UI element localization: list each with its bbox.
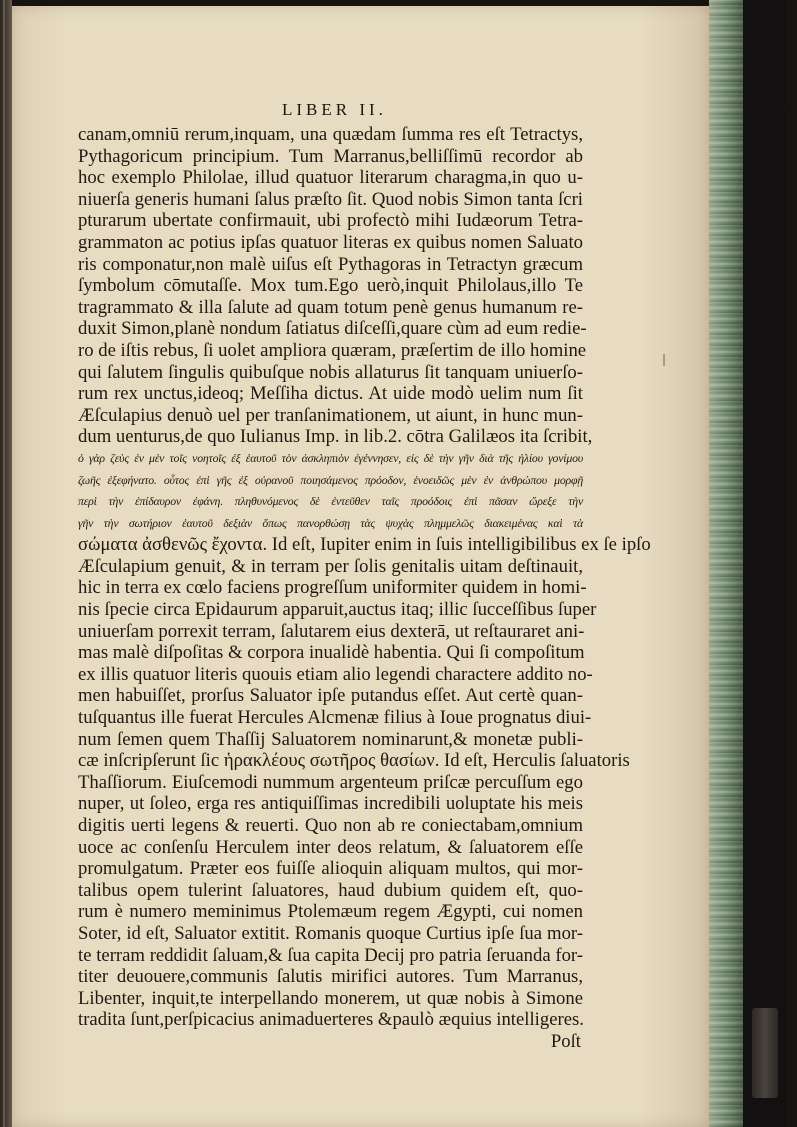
text-line: ex illis quatuor literis quouis etiam alio legendi charactere addito no- xyxy=(78,663,593,685)
text-line: qui ſalutem ſingulis quibuſque nobis allaturus ſit tanquam uniuerſo- xyxy=(78,361,583,383)
text-line: cæ inſcripſerunt ſic ἡρακλέους σωτῆρος θασίων. Id eſt, Herculis ſaluatoris xyxy=(78,750,630,772)
text-line: promulgatum. Præter eos fuiſſe alioquin aliquam multos, qui mor- xyxy=(78,858,583,880)
text-line: σώματα ἀσθενῶς ἔχοντα. Id eſt, Iupiter enim in ſuis intelligibilibus ex ſe ipſo xyxy=(78,534,651,556)
text-line: nuper, ut ſoleo, erga res antiquiſſimas incredibili uoluptate his meis xyxy=(78,793,583,815)
body-text xyxy=(78,124,651,1053)
text-line: pturarum ubertate confirmauit, ubi profectò mihi Iudæorum Tetra- xyxy=(78,210,583,232)
text-line: uniuerſam porrexit terram, ſalutarem eius dexterā, ut reſtauraret ani- xyxy=(78,620,585,642)
text-line: Soter, id eſt, Saluator extitit. Romanis quoque Curtius ipſe ſua mor- xyxy=(78,922,583,944)
text-line: περὶ τὴν ἐπίδαυρον ἐφάνη. πληθυνόμενος δὲ ἐντεῦθεν ταῖς προόδοις ἐπὶ πᾶσαν ὤρεξε τὴν xyxy=(78,494,583,509)
text-line: nis ſpecie circa Epidaurum apparuit,auctus itaq; illic ſucceſſibus ſuper xyxy=(78,599,597,621)
text-line: tradita ſunt,perſpicacius animaduerteres &paulò æquius intelligeres. xyxy=(78,1009,584,1031)
page-number: 781 xyxy=(770,100,797,120)
text-line: rum è numero meminimus Ptolemæum regem Ægypti, cui nomen xyxy=(78,901,583,923)
spine-highlight xyxy=(3,0,5,1127)
text-line: γῆν τὴν σωτήριον ἑαυτοῦ δεξιὰν ὅπως πανορθώσῃ τὰς ψυχὰς πλημμελῶς διακειμένας καὶ τὰ xyxy=(78,515,583,530)
text-line: uoce ac conſenſu Herculem inter deos relatum, & ſaluatorem eſſe xyxy=(78,836,583,858)
text-line: Æſculapium genuit, & in terram per ſolis genitalis uitam deſtinauit, xyxy=(78,555,583,577)
book-spine-edge xyxy=(0,0,12,1127)
text-line: te terram reddidit ſaluam,& ſua capita Decij pro patria ſeruanda for- xyxy=(78,944,583,966)
text-line: ſymbolum cōmutaſſe. Mox tum.Ego uerò,inquit Philolaus,illo Te xyxy=(78,275,583,297)
text-line: duxit Simon,planè nondum ſatiatus diſceſſi,quare cùm ad eum redie- xyxy=(78,318,587,340)
book-page xyxy=(12,6,797,1127)
text-line: titer deuouere,communis ſalutis mirifici autores. Tum Marranus, xyxy=(78,966,583,988)
page-edge-shadow xyxy=(709,0,743,1127)
margin-mark xyxy=(663,354,665,366)
text-line: tuſquantus ille fuerat Hercules Alcmenæ filius à Ioue prognatus diui- xyxy=(78,707,592,729)
running-head: LIBER II. xyxy=(282,100,387,119)
book-cover-board xyxy=(743,0,787,1127)
text-line: grammaton ac potius ipſas quatuor literas ex quibus nomen Saluato xyxy=(78,231,583,253)
page-header xyxy=(282,100,797,124)
text-line: ὁ γὰρ ζεὺς ἐν μὲν τοῖς νοητοῖς ἐξ ἑαυτοῦ τὸν ἀσκληπιὸν ἐγέννησεν, εἰς δὲ τὴν γῆν διὰ τῆς ἡλίου γονίμου xyxy=(78,450,583,465)
text-line: tragrammato & illa ſalute ad quam totum penè genus humanum re- xyxy=(78,296,583,318)
text-line: num ſemen quem Thaſſij Saluatorem nominarunt,& monetæ publi- xyxy=(78,728,583,750)
text-line: hic in terra ex cœlo faciens progreſſum uniformiter quidem in homi- xyxy=(78,577,587,599)
text-line: dum uenturus,de quo Iulianus Imp. in lib.2. cōtra Galilæos ita ſcribit, xyxy=(78,426,593,448)
text-line: mas malè diſpoſitas & corpora inualidè habentia. Qui ſi compoſitum xyxy=(78,642,585,664)
text-line: men habuiſſet, prorſus Saluator ipſe putandus eſſet. Aut certè quan- xyxy=(78,685,583,707)
text-line: Libenter, inquit,te interpellando monerem, ut quæ nobis à Simone xyxy=(78,987,583,1009)
text-line: niuerſa generis humani ſalus præſto ſit. Quod nobis Simon tanta ſcri xyxy=(78,188,583,210)
text-line: hoc exemplo Philolae, illud quatuor literarum charagma,in quo u- xyxy=(78,167,583,189)
text-line: ζωῆς ἐξεφήνατο. οὗτος ἐπὶ γῆς ἐξ οὐρανοῦ ποιησάμενος πρόοδον, ἑνοειδῶς μὲν ἐν ἀνθρώπου μορφῇ xyxy=(78,472,583,487)
text-line: talibus opem tulerint ſaluatores, haud dubium quidem eſt, quo- xyxy=(78,879,583,901)
text-line: ris componatur,non malè uiſus eſt Pythagoras in Tetractyn græcum xyxy=(78,253,583,275)
text-line: digitis uerti legens & reuerti. Quo non ab re coniectabam,omnium xyxy=(78,815,583,836)
text-line: Pythagoricum principium. Tum Marranus,belliſſimū recordor ab xyxy=(78,145,583,167)
text-line: rum rex unctus,ideoq; Meſſiha dictus. At uide modò uelim num ſit xyxy=(78,383,583,405)
catchword: Poſt xyxy=(550,1030,581,1052)
text-line: Thaſſiorum. Eiuſcemodi nummum argenteum priſcæ percuſſum ego xyxy=(78,771,583,793)
cover-clasp xyxy=(752,1008,778,1098)
text-line: Æſculapius denuò uel per tranſanimationem, ut aiunt, in hunc mun- xyxy=(78,404,583,426)
text-line: ro de iſtis rebus, ſi uolet ampliora quæram, præſertim de illo homine xyxy=(78,339,587,361)
text-line: canam,omniū rerum,inquam, una quædam ſumma res eſt Tetractys, xyxy=(78,124,583,145)
